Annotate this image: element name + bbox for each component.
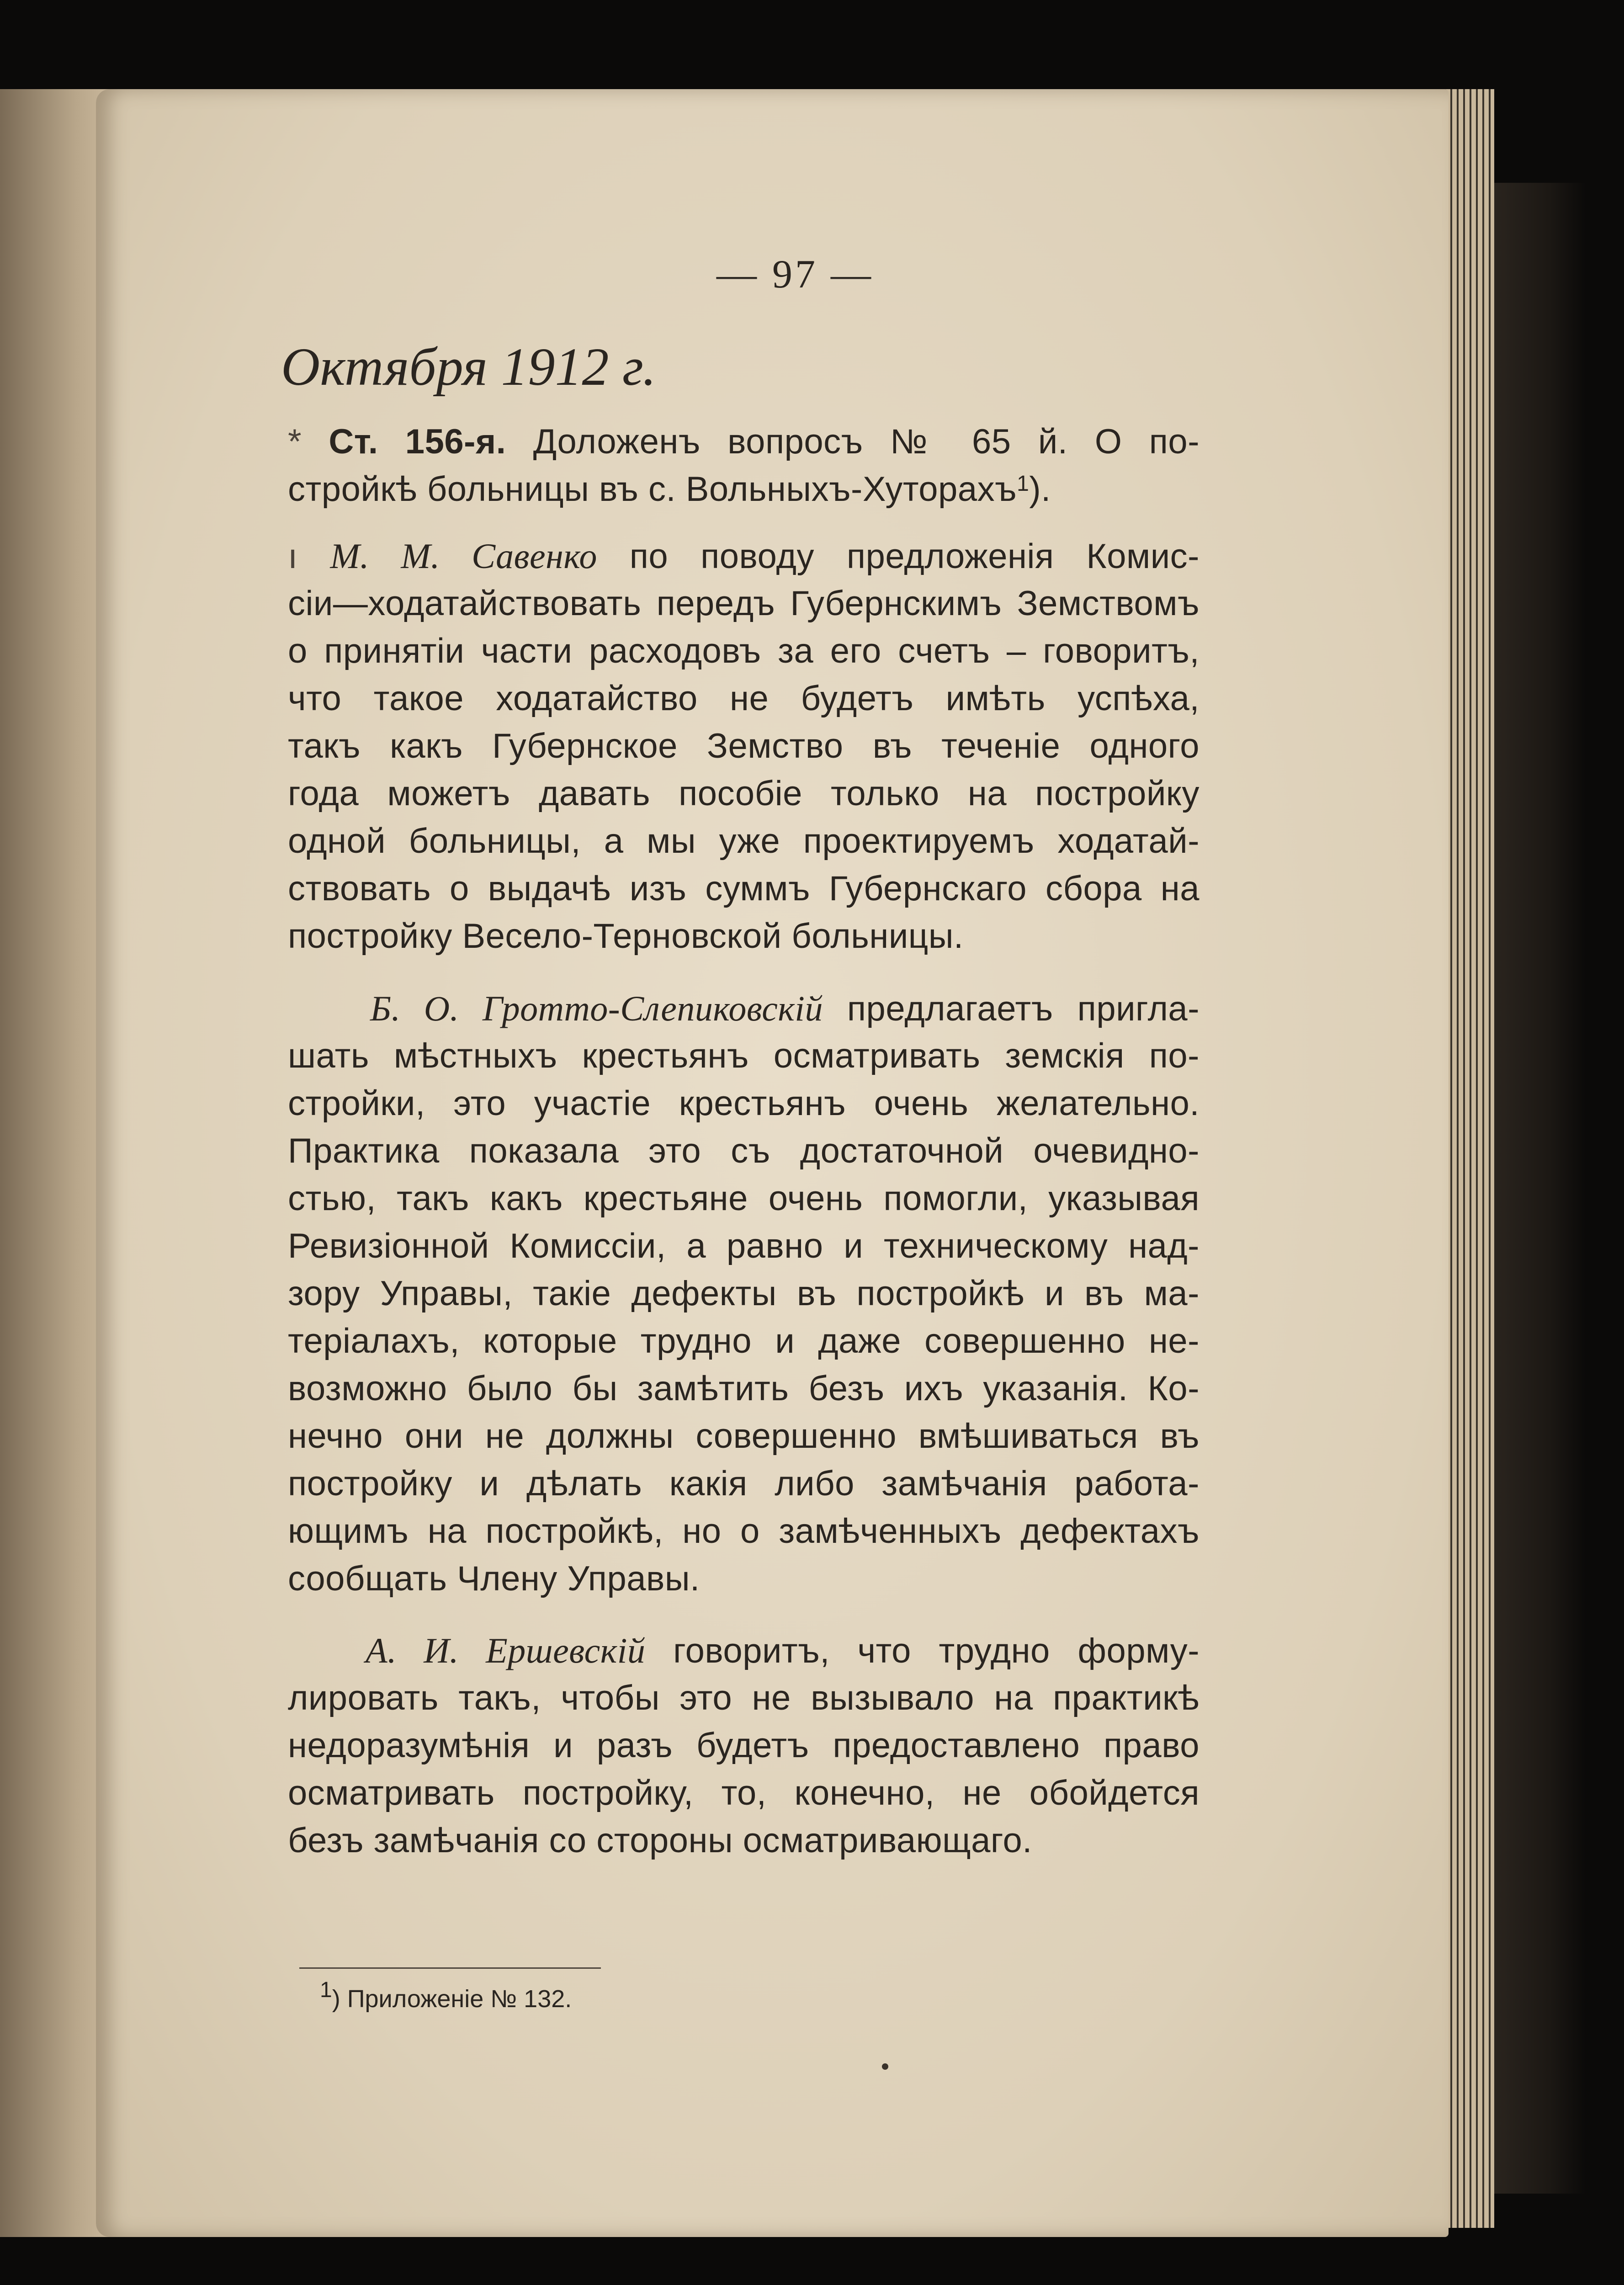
footnote-ref: 1: [1017, 472, 1030, 496]
date-heading: Октября 1912 г.: [281, 337, 656, 397]
text-line: лировать такъ, чтобы это не вызывало на практикѣ: [288, 1679, 1199, 1717]
book-cover-edge: [1494, 183, 1586, 2194]
text-line: такъ какъ Губернское Земство въ теченіе одного: [288, 727, 1199, 765]
text-line: шать мѣстныхъ крестьянъ осматривать земскія по-: [288, 1036, 1199, 1075]
footnote-mark: 1: [320, 1978, 332, 2002]
text-line: стью, такъ какъ крестьяне очень помогли, указывая: [288, 1179, 1199, 1218]
text-line: одной больницы, а мы уже проектируемъ ходатай-: [288, 822, 1199, 861]
text-line: зору Управы, такіе дефекты въ постройкѣ и въ ма-: [288, 1274, 1199, 1313]
text-line: нечно они не должны совершенно вмѣшиваться въ: [288, 1417, 1199, 1456]
text-line: сообщать Члену Управы.: [288, 1559, 700, 1598]
text-line: ствовать о выдачѣ изъ суммъ Губернскаго сбора на: [288, 869, 1199, 908]
margin-mark: ı: [288, 537, 298, 576]
text-line: осматривать постройку, то, конечно, не обойдется: [288, 1774, 1199, 1812]
text-line: Ревизіонной Комиссіи, а равно и техническому над-: [288, 1227, 1199, 1265]
speaker-name: Б. О. Гротто-Слепиковскій: [370, 988, 823, 1028]
speaker-name: А. И. Ершевскій: [366, 1631, 646, 1670]
text-line: безъ замѣчанія со стороны осматривающаго.: [288, 1821, 1032, 1860]
para2-line-1: Б. О. Гротто-Слепиковскій предлагаетъ пригла-: [370, 988, 1200, 1028]
text-line: о принятіи части расходовъ за его счетъ – говоритъ,: [288, 632, 1199, 670]
footnote: [320, 1978, 572, 2013]
text-line: недоразумѣнія и разъ будетъ предоставлено право: [288, 1726, 1199, 1765]
text-line: Практика показала это съ достаточной очевидно-: [288, 1132, 1199, 1170]
article-line-2: стройкѣ больницы въ с. Вольныхъ-Хуторахъ$^1$).: [288, 470, 1051, 509]
text-line: постройку и дѣлать какія либо замѣчанія работа-: [288, 1464, 1199, 1503]
article-marker: *: [288, 422, 302, 461]
book-page: [96, 89, 1449, 2237]
article-line-1: [288, 418, 1199, 466]
article-number: Ст. 156-я.: [329, 422, 506, 461]
footnote-divider: [299, 1967, 601, 1969]
para3-line-1: А. И. Ершевскій говоритъ, что трудно форму-: [366, 1631, 1199, 1670]
page-number: — 97 —: [716, 252, 874, 297]
text-line: ющимъ на постройкѣ, но о замѣченныхъ дефектахъ: [288, 1512, 1199, 1551]
text-line: возможно было бы замѣтить безъ ихъ указанія. Ко-: [288, 1369, 1199, 1408]
article-text: Доложенъ вопросъ № 65 й. О по-: [533, 422, 1200, 461]
footnote-text: ) Приложеніе № 132.: [332, 1985, 572, 2013]
text-line: теріалахъ, которые трудно и даже совершенно не-: [288, 1322, 1199, 1360]
text-line: года можетъ давать пособіе только на постройку: [288, 774, 1199, 813]
text-line: стройки, это участіе крестьянъ очень желательно.: [288, 1084, 1199, 1123]
speaker-name: М. М. Савенко: [330, 536, 597, 576]
text-line: постройку Весело-Терновской больницы.: [288, 917, 964, 956]
ink-speck: [882, 2063, 888, 2070]
text-line: что такое ходатайство не будетъ имѣть успѣха,: [288, 679, 1199, 718]
para1-line-1: ı М. М. Савенко по поводу предложенія Комис-: [288, 536, 1199, 576]
text-line: сіи—ходатайствовать передъ Губернскимъ Земствомъ: [288, 584, 1199, 623]
